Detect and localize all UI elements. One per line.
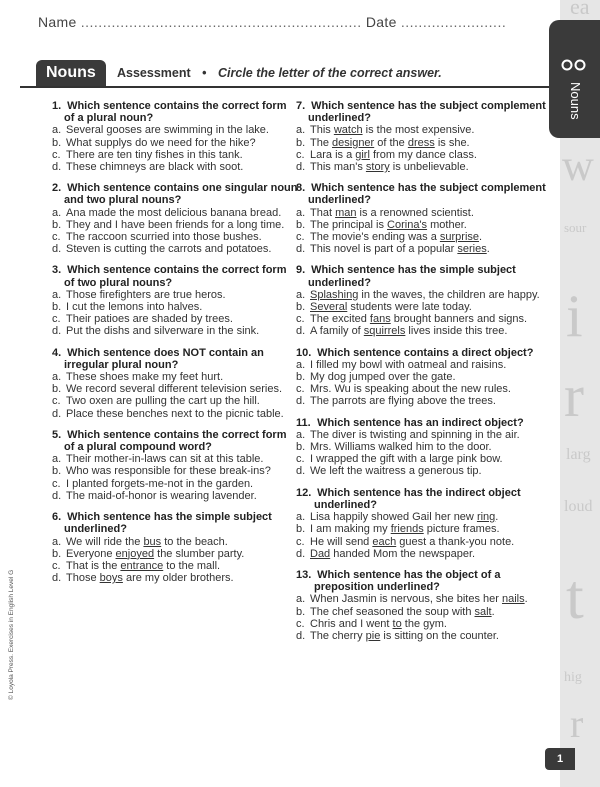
deco-word: r xyxy=(570,701,584,746)
underlined-word: man xyxy=(335,206,357,219)
question-text: Which sentence contains one singular noun and two plural nouns? xyxy=(64,182,298,207)
question-item xyxy=(296,100,548,173)
option-text: I planted forgets-me-not in the garden. xyxy=(66,477,254,490)
answer-option[interactable] xyxy=(296,219,548,231)
option-letter[interactable]: c. xyxy=(52,477,61,490)
option-text: We record several different television series. xyxy=(66,383,283,396)
answer-option[interactable] xyxy=(296,313,548,325)
option-text: The chef seasoned the soup with xyxy=(310,605,475,618)
option-text: These shoes make my feet hurt. xyxy=(66,371,224,384)
option-text: I am making my xyxy=(310,523,391,536)
answer-option[interactable] xyxy=(296,207,548,219)
option-text: is the most expensive. xyxy=(362,124,475,137)
answer-option[interactable] xyxy=(52,453,298,465)
option-letter[interactable]: c. xyxy=(52,313,61,326)
option-text: The excited xyxy=(310,313,370,326)
underlined-word: nails xyxy=(501,593,525,606)
option-letter[interactable]: b. xyxy=(52,301,62,314)
option-text: of the xyxy=(374,136,408,149)
answer-option[interactable] xyxy=(52,465,298,477)
answer-option[interactable] xyxy=(296,137,548,149)
answer-option[interactable] xyxy=(52,289,298,301)
answer-option[interactable] xyxy=(52,572,298,584)
question-item xyxy=(52,182,298,255)
question-prompt xyxy=(52,429,298,453)
page-number: 1 xyxy=(545,748,575,770)
answer-option[interactable] xyxy=(296,371,548,383)
option-letter[interactable]: d. xyxy=(296,243,306,256)
question-prompt xyxy=(296,569,548,593)
option-text: This xyxy=(310,124,334,137)
option-text: Who was responsible for these break-ins? xyxy=(66,465,271,478)
option-text: . xyxy=(495,511,499,524)
option-text: The parrots are flying above the trees. xyxy=(310,395,496,408)
option-text: Their patioes are shaded by trees. xyxy=(66,313,233,326)
underlined-word: friends xyxy=(390,523,424,536)
option-text: The cherry xyxy=(310,629,366,642)
option-letter[interactable]: c. xyxy=(296,148,305,161)
question-text: Which sentence does NOT contain an irregular plural noun? xyxy=(64,346,264,371)
deco-word: r xyxy=(564,363,584,429)
option-letter[interactable]: a. xyxy=(296,124,306,137)
separator: • xyxy=(202,66,207,80)
underlined-word: squirrels xyxy=(363,325,406,338)
option-text: Their mother-in-laws can sit at this table. xyxy=(66,453,264,466)
answer-option[interactable] xyxy=(296,453,548,465)
underlined-word: ring xyxy=(476,511,496,524)
option-letter[interactable]: c. xyxy=(296,231,305,244)
answer-option[interactable] xyxy=(296,124,548,136)
title-bar xyxy=(20,58,550,88)
name-label: Name xyxy=(38,14,77,30)
answer-option[interactable] xyxy=(296,630,548,642)
answer-option[interactable] xyxy=(296,383,548,395)
option-text: brought banners and signs. xyxy=(390,313,528,326)
title-rule xyxy=(20,86,550,88)
underlined-word: fans xyxy=(369,313,391,326)
option-letter[interactable]: d. xyxy=(296,465,306,478)
question-prompt xyxy=(52,100,298,124)
option-text: When Jasmin is nervous, she bites her xyxy=(310,593,502,606)
underlined-word: Several xyxy=(310,301,348,314)
underlined-word: watch xyxy=(333,124,363,137)
question-number: 5. xyxy=(52,428,62,441)
option-text: Those xyxy=(66,572,100,585)
underlined-word: entrance xyxy=(120,559,164,572)
option-text: Mrs. Williams walked him to the door. xyxy=(310,441,492,454)
option-letter[interactable]: c. xyxy=(296,313,305,326)
option-letter[interactable]: c. xyxy=(296,383,305,396)
question-text: Which sentence contains a direct object? xyxy=(317,346,534,359)
answer-option[interactable] xyxy=(52,313,298,325)
side-nouns-tab xyxy=(549,20,600,138)
underlined-word: story xyxy=(365,161,390,174)
question-text: Which sentence has the subject complement underlined? xyxy=(308,182,546,207)
option-text: The xyxy=(310,136,333,149)
option-text: Two oxen are pulling the cart up the hill. xyxy=(66,395,260,408)
question-prompt xyxy=(296,100,548,124)
answer-option[interactable] xyxy=(296,161,548,173)
option-text: These chimneys are black with soot. xyxy=(66,161,244,174)
section-label: Assessment xyxy=(117,66,191,80)
question-text: Which sentence contains the correct form of a plural noun? xyxy=(64,100,287,125)
question-number: 4. xyxy=(52,346,62,359)
underlined-word: dress xyxy=(407,136,435,149)
question-text: Which sentence contains the correct form of a plural compound word? xyxy=(64,428,287,454)
option-text: is sitting on the counter. xyxy=(380,629,499,642)
option-text: . xyxy=(524,593,528,606)
option-letter[interactable]: a. xyxy=(52,535,62,548)
questions-right-column xyxy=(296,100,548,651)
option-letter[interactable]: b. xyxy=(296,441,306,454)
question-text: Which sentence has the indirect object underlined? xyxy=(314,486,521,511)
question-text: Which sentence has the object of a preposition underlined? xyxy=(314,568,501,594)
option-letter[interactable]: b. xyxy=(296,136,306,149)
question-number: 8. xyxy=(296,182,306,195)
deco-word: sour xyxy=(564,220,587,235)
underlined-word: designer xyxy=(332,136,375,149)
deco-word: ea xyxy=(570,0,590,19)
option-letter[interactable]: a. xyxy=(52,288,62,301)
answer-option[interactable] xyxy=(296,395,548,407)
option-text: He will send xyxy=(310,535,373,548)
question-item xyxy=(52,429,298,502)
answer-option[interactable] xyxy=(52,219,298,231)
option-text: Ana made the most delicious banana bread. xyxy=(66,206,282,219)
option-letter[interactable]: c. xyxy=(296,535,305,548)
answer-option[interactable] xyxy=(52,243,298,255)
option-text: from my dance class. xyxy=(369,148,477,161)
option-text: picture frames. xyxy=(423,523,500,536)
option-letter[interactable]: d. xyxy=(296,629,306,642)
option-letter[interactable]: a. xyxy=(296,428,306,441)
copyright-credit: © Loyola Press. Exercises in English Level G xyxy=(8,569,15,700)
option-letter[interactable]: b. xyxy=(52,218,62,231)
question-prompt xyxy=(52,347,298,371)
option-text: Lisa happily showed Gail her new xyxy=(310,511,477,524)
option-text: Those firefighters are true heros. xyxy=(66,288,226,301)
option-text: is a renowned scientist. xyxy=(356,206,474,219)
option-letter[interactable]: b. xyxy=(296,523,306,536)
question-item xyxy=(296,182,548,255)
underlined-word: salt xyxy=(474,605,492,618)
option-text: The movie's ending was a xyxy=(310,231,440,244)
question-prompt xyxy=(296,347,548,359)
option-letter[interactable]: c. xyxy=(52,559,61,572)
question-number: 1. xyxy=(52,100,62,112)
answer-option[interactable] xyxy=(52,536,298,548)
option-text: This man's xyxy=(310,161,366,174)
question-prompt xyxy=(296,182,548,206)
answer-option[interactable] xyxy=(52,548,298,560)
option-text: Several gooses are swimming in the lake. xyxy=(66,124,269,137)
question-item xyxy=(52,264,298,337)
option-letter[interactable]: b. xyxy=(52,547,62,560)
option-letter[interactable]: b. xyxy=(52,136,62,149)
question-item xyxy=(296,264,548,337)
option-text: to the beach. xyxy=(161,535,228,548)
answer-option[interactable] xyxy=(52,383,298,395)
answer-option[interactable] xyxy=(52,325,298,337)
option-text: Put the dishs and silverware in the sink. xyxy=(66,325,260,338)
answer-option[interactable] xyxy=(296,231,548,243)
option-text: We will ride the xyxy=(66,535,144,548)
option-text: Steven is cutting the carrots and potatoes. xyxy=(66,243,272,256)
option-text: Chris and I went xyxy=(310,617,393,630)
option-letter[interactable]: a. xyxy=(296,288,306,301)
underlined-word: Corina's xyxy=(387,218,428,231)
question-item xyxy=(296,569,548,642)
deco-word: i xyxy=(566,283,583,349)
option-text: students were late today. xyxy=(347,301,472,314)
date-blank: ........................ xyxy=(400,14,507,30)
question-text: Which sentence has the simple subject underlined? xyxy=(64,511,272,536)
option-letter[interactable]: d. xyxy=(52,407,62,420)
option-letter[interactable]: c. xyxy=(296,453,305,466)
answer-option[interactable] xyxy=(52,371,298,383)
answer-option[interactable] xyxy=(52,207,298,219)
question-prompt xyxy=(52,182,298,206)
assessment-heading xyxy=(117,66,442,80)
answer-option[interactable] xyxy=(52,301,298,313)
option-letter[interactable]: b. xyxy=(296,218,306,231)
question-item xyxy=(296,417,548,478)
option-letter[interactable]: a. xyxy=(296,511,306,524)
instruction-text: Circle the letter of the correct answer. xyxy=(218,66,442,80)
option-letter[interactable]: b. xyxy=(52,465,62,478)
option-text: to the mall. xyxy=(163,559,221,572)
answer-option[interactable] xyxy=(296,606,548,618)
option-text: Lara is a xyxy=(310,148,356,161)
answer-option[interactable] xyxy=(296,149,548,161)
option-text: What supplys do we need for the hike? xyxy=(66,136,256,149)
option-letter[interactable]: b. xyxy=(296,371,306,384)
answer-option[interactable] xyxy=(52,161,298,173)
question-item xyxy=(52,347,298,420)
deco-word: larg xyxy=(566,446,591,463)
option-letter[interactable]: c. xyxy=(52,148,61,161)
option-text: I cut the lemons into halves. xyxy=(66,301,203,314)
side-tab-label: Nouns xyxy=(568,82,583,120)
option-text: I filled my bowl with oatmeal and raisins. xyxy=(310,358,507,371)
underlined-word: enjoyed xyxy=(115,547,155,560)
question-number: 2. xyxy=(52,182,62,195)
answer-option[interactable] xyxy=(52,149,298,161)
option-text: That xyxy=(310,206,336,219)
question-prompt xyxy=(52,511,298,535)
underlined-word: Dad xyxy=(310,547,331,560)
answer-option[interactable] xyxy=(296,618,548,630)
question-item xyxy=(52,511,298,584)
deco-word: t xyxy=(566,561,584,632)
option-letter[interactable]: a. xyxy=(52,453,62,466)
answer-option[interactable] xyxy=(52,395,298,407)
questions-left-column xyxy=(52,100,298,593)
answer-option[interactable] xyxy=(296,243,548,255)
option-text: the gym. xyxy=(401,617,447,630)
option-text: Place these benches next to the picnic table. xyxy=(66,407,284,420)
answer-option[interactable] xyxy=(296,593,548,605)
option-letter[interactable]: d. xyxy=(52,489,62,502)
option-text: The principal is xyxy=(310,218,388,231)
question-number: 9. xyxy=(296,264,306,277)
question-text: Which sentence has the simple subject underlined? xyxy=(308,264,516,289)
option-text: My dog jumped over the gate. xyxy=(310,371,456,384)
answer-option[interactable] xyxy=(296,441,548,453)
question-text: Which sentence has an indirect object? xyxy=(317,416,524,429)
option-letter[interactable]: b. xyxy=(296,605,306,618)
option-letter[interactable]: a. xyxy=(296,358,306,371)
option-text: are my older brothers. xyxy=(122,572,234,585)
option-letter[interactable]: d. xyxy=(52,572,62,585)
option-letter[interactable]: a. xyxy=(52,371,62,384)
deco-word: w xyxy=(562,141,594,190)
answer-option[interactable] xyxy=(296,511,548,523)
question-prompt xyxy=(296,487,548,511)
underlined-word: Splashing xyxy=(310,288,359,301)
date-label: Date xyxy=(365,14,397,30)
option-letter[interactable]: c. xyxy=(296,617,305,630)
option-letter[interactable]: d. xyxy=(296,161,306,174)
option-letter[interactable]: b. xyxy=(52,383,62,396)
option-text: The raccoon scurried into those bushes. xyxy=(66,231,262,244)
answer-option[interactable] xyxy=(52,124,298,136)
option-text: is she. xyxy=(434,136,470,149)
underlined-word: bus xyxy=(143,535,162,548)
nouns-tab: Nouns xyxy=(36,60,106,86)
answer-option[interactable] xyxy=(296,289,548,301)
option-text: A family of xyxy=(310,325,364,338)
option-letter[interactable]: c. xyxy=(52,395,61,408)
option-text: in the waves, the children are happy. xyxy=(358,288,540,301)
option-text: is unbelievable. xyxy=(389,161,469,174)
option-letter[interactable]: d. xyxy=(52,161,62,174)
option-text: The diver is twisting and spinning in the air. xyxy=(310,428,520,441)
question-number: 12. xyxy=(296,486,312,499)
answer-option[interactable] xyxy=(296,429,548,441)
question-item xyxy=(52,100,298,173)
question-number: 10. xyxy=(296,346,312,359)
option-text: . xyxy=(491,605,495,618)
name-blank: ................................................................ xyxy=(80,14,362,30)
question-item xyxy=(296,347,548,408)
answer-option[interactable] xyxy=(296,465,548,477)
name-date-header xyxy=(38,14,506,30)
option-text: . xyxy=(486,243,490,256)
answer-option[interactable] xyxy=(296,301,548,313)
deco-word: hig xyxy=(564,670,582,685)
option-letter[interactable]: d. xyxy=(52,243,62,256)
option-letter[interactable]: d. xyxy=(296,395,306,408)
option-text: This novel is part of a popular xyxy=(310,243,458,256)
answer-option[interactable] xyxy=(52,231,298,243)
option-text: We left the waitress a generous tip. xyxy=(310,465,482,478)
answer-option[interactable] xyxy=(52,478,298,490)
option-letter[interactable]: c. xyxy=(52,231,61,244)
answer-option[interactable] xyxy=(296,548,548,560)
option-text: . xyxy=(479,231,483,244)
underlined-word: pie xyxy=(365,629,381,642)
option-text: Mrs. Wu is speaking about the new rules. xyxy=(310,383,511,396)
question-number: 3. xyxy=(52,264,62,277)
option-letter[interactable]: a. xyxy=(52,124,62,137)
answer-option[interactable] xyxy=(296,359,548,371)
deco-word: loud xyxy=(564,498,593,515)
option-letter[interactable]: a. xyxy=(296,206,306,219)
option-letter[interactable]: a. xyxy=(52,206,62,219)
underlined-word: boys xyxy=(99,572,123,585)
question-text: Which sentence contains the correct form of two plural nouns? xyxy=(64,264,287,289)
question-text: Which sentence has the subject complement underlined? xyxy=(308,100,546,125)
option-text: Everyone xyxy=(66,547,116,560)
question-item xyxy=(296,487,548,560)
circles-icon xyxy=(561,58,587,72)
underlined-word: surprise xyxy=(439,231,480,244)
question-number: 7. xyxy=(296,100,306,112)
answer-option[interactable] xyxy=(296,325,548,337)
option-letter[interactable]: d. xyxy=(296,325,306,338)
answer-option[interactable] xyxy=(52,560,298,572)
option-text: mother. xyxy=(427,218,467,231)
option-text: handed Mom the newspaper. xyxy=(330,547,476,560)
option-text: the slumber party. xyxy=(154,547,245,560)
question-number: 6. xyxy=(52,511,62,524)
underlined-word: series xyxy=(457,243,487,256)
option-letter[interactable]: d. xyxy=(296,547,306,560)
underlined-word: each xyxy=(372,535,397,548)
answer-option[interactable] xyxy=(296,536,548,548)
question-prompt xyxy=(52,264,298,288)
question-prompt xyxy=(296,417,548,429)
option-text: guest a thank-you note. xyxy=(396,535,515,548)
underlined-word: to xyxy=(392,617,402,630)
option-text: They and I have been friends for a long time. xyxy=(66,218,285,231)
option-letter[interactable]: d. xyxy=(52,325,62,338)
option-text: The maid-of-honor is wearing lavender. xyxy=(66,489,257,502)
option-text: lives inside this tree. xyxy=(405,325,508,338)
question-prompt xyxy=(296,264,548,288)
option-letter[interactable]: b. xyxy=(296,301,306,314)
answer-option[interactable] xyxy=(52,137,298,149)
answer-option[interactable] xyxy=(52,490,298,502)
underlined-word: girl xyxy=(355,148,370,161)
option-text: I wrapped the gift with a large pink bow. xyxy=(310,453,503,466)
question-number: 13. xyxy=(296,568,312,581)
question-number: 11. xyxy=(296,416,311,429)
option-text: There are ten tiny fishes in this tank. xyxy=(66,148,243,161)
answer-option[interactable] xyxy=(296,523,548,535)
option-text: That is the xyxy=(66,559,121,572)
option-letter[interactable]: a. xyxy=(296,593,306,606)
answer-option[interactable] xyxy=(52,408,298,420)
